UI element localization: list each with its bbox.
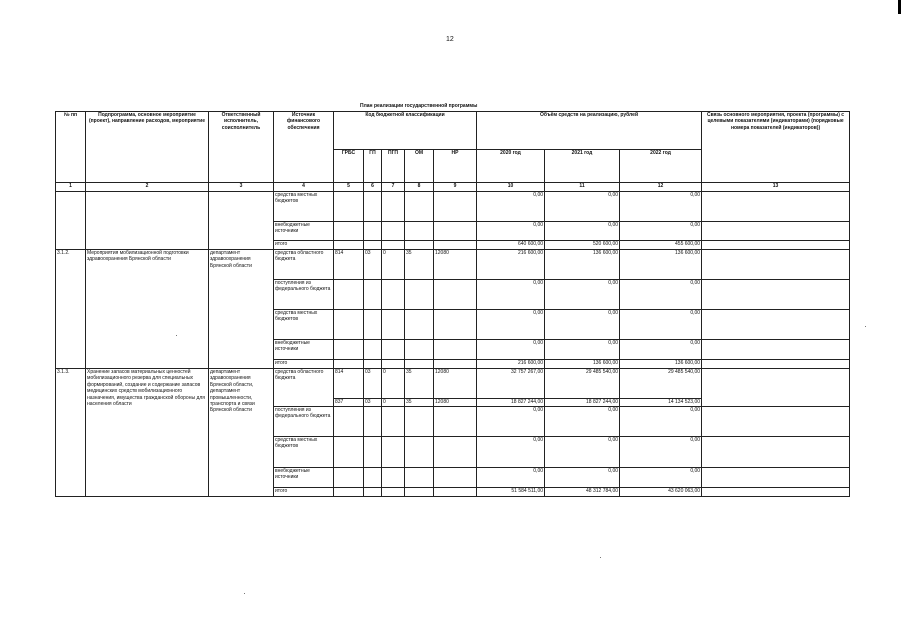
col-num-13: 13 <box>702 183 850 192</box>
table-row: средства местных бюджетов 0,00 0,00 0,00 <box>56 192 850 222</box>
measure-num: 3.1.3. <box>56 369 86 497</box>
source-regional: средства областного бюджета <box>274 250 334 280</box>
col-num-2: 2 <box>86 183 209 192</box>
table-row: итого 216 600,00 136 600,00 136 600,00 <box>56 360 850 369</box>
source-local: средства местных бюджетов <box>274 192 334 222</box>
page-edge-mark <box>898 0 901 14</box>
header-budget-code: Код бюджетной классификации <box>334 112 477 150</box>
page-number: 12 <box>446 36 454 43</box>
source-local: средства местных бюджетов <box>274 437 334 468</box>
header-link: Связь основного мероприятия, проекта (программы) с целевыми показателями (индикаторами) (порядковые номера показателей (индикаторов)) <box>702 112 850 183</box>
source-total: итого <box>274 488 334 497</box>
header-responsible: Ответственный исполнитель, соисполнитель <box>209 112 274 183</box>
header-2022: 2022 год <box>620 150 702 183</box>
col-num-9: 9 <box>434 183 477 192</box>
header-om: ОМ <box>405 150 434 183</box>
table-row: 3.1.3. Хранение запасов материальных ценностей мобилизационного резерва для специальных формирований, создание и содержание запасов медицинских средств мобилизационного назначения, имущества гражданской обороны для населения области департамент здравоохранения Брянской области, департамент промышленности, транспорта и связи Брянской области средства областного бюджета 814 03 0 35 12080 32 757 267,00 29 485 540,00 29 485 540,00 <box>56 369 850 399</box>
header-2021: 2021 год <box>545 150 620 183</box>
table-row: внебюджетные источники 0,00 0,00 0,00 <box>56 222 850 241</box>
scan-speck <box>176 335 177 336</box>
source-extra: внебюджетные источники <box>274 468 334 488</box>
header-grbs: ГРБС <box>334 150 364 183</box>
measure-num: 3.1.2. <box>56 250 86 369</box>
measure-name: Хранение запасов материальных ценностей мобилизационного резерва для специальных формирований, создание и содержание запасов медицинских средств мобилизационного назначения, имущества гражданской обороны для населения области <box>86 369 209 497</box>
col-num-8: 8 <box>405 183 434 192</box>
table-row: итого 640 600,00 520 600,00 455 600,00 <box>56 241 850 250</box>
header-program: Подпрограмма, основное мероприятие (проект), направление расходов, мероприятие <box>86 112 209 183</box>
header-nr: НР <box>434 150 477 183</box>
col-num-11: 11 <box>545 183 620 192</box>
col-num-1: 1 <box>56 183 86 192</box>
col-num-5: 5 <box>334 183 364 192</box>
source-regional: средства областного бюджета <box>274 369 334 407</box>
measure-name: Мероприятия мобилизационной подготовки здравоохранения Брянской области <box>86 250 209 369</box>
table-row: поступления из федерального бюджета 0,00 0,00 0,00 <box>56 407 850 437</box>
table-row: итого 51 584 511,00 48 312 784,00 43 620 063,00 <box>56 488 850 497</box>
scan-speck <box>244 593 245 594</box>
table-row: внебюджетные источники 0,00 0,00 0,00 <box>56 468 850 488</box>
header-volume: Объём средств на реализацию, рублей <box>477 112 702 150</box>
table-row: средства местных бюджетов 0,00 0,00 0,00 <box>56 310 850 340</box>
header-pgp: ПГП <box>382 150 405 183</box>
source-total: итого <box>274 360 334 369</box>
col-num-3: 3 <box>209 183 274 192</box>
col-num-12: 12 <box>620 183 702 192</box>
table-header <box>56 112 850 192</box>
table-row: средства местных бюджетов 0,00 0,00 0,00 <box>56 437 850 468</box>
scan-speck <box>865 326 866 327</box>
table-row: внебюджетные источники 0,00 0,00 0,00 <box>56 340 850 360</box>
measure-responsible: департамент здравоохранения Брянской области <box>209 250 274 369</box>
plan-table <box>55 111 850 497</box>
source-local: средства местных бюджетов <box>274 310 334 340</box>
header-source: Источник финансового обеспечения <box>274 112 334 183</box>
source-extra: внебюджетные источники <box>274 222 334 241</box>
source-total: итого <box>274 241 334 250</box>
measure-responsible: департамент здравоохранения Брянской области, департамент промышленности, транспорта и связи Брянской области <box>209 369 274 497</box>
table-caption: План реализации государственной программы <box>360 103 478 109</box>
col-num-4: 4 <box>274 183 334 192</box>
table-row: 837 03 0 35 12080 18 827 244,00 18 827 244,00 14 134 523,00 <box>335 399 701 405</box>
table-row: 3.1.2. Мероприятия мобилизационной подготовки здравоохранения Брянской области департамент здравоохранения Брянской области средства областного бюджета 814 03 0 35 12080 216 600,00 136 600,00 136 600,00 <box>56 250 850 280</box>
col-num-7: 7 <box>382 183 405 192</box>
col-num-10: 10 <box>477 183 545 192</box>
header-num: № пп <box>56 112 86 183</box>
header-2020: 2020 год <box>477 150 545 183</box>
table-row: поступления из федерального бюджета 0,00 0,00 0,00 <box>56 280 850 310</box>
header-gp: ГП <box>364 150 382 183</box>
col-num-6: 6 <box>364 183 382 192</box>
source-federal: поступления из федерального бюджета <box>274 280 334 310</box>
source-federal: поступления из федерального бюджета <box>274 407 334 437</box>
source-extra: внебюджетные источники <box>274 340 334 360</box>
scan-speck <box>600 557 601 558</box>
